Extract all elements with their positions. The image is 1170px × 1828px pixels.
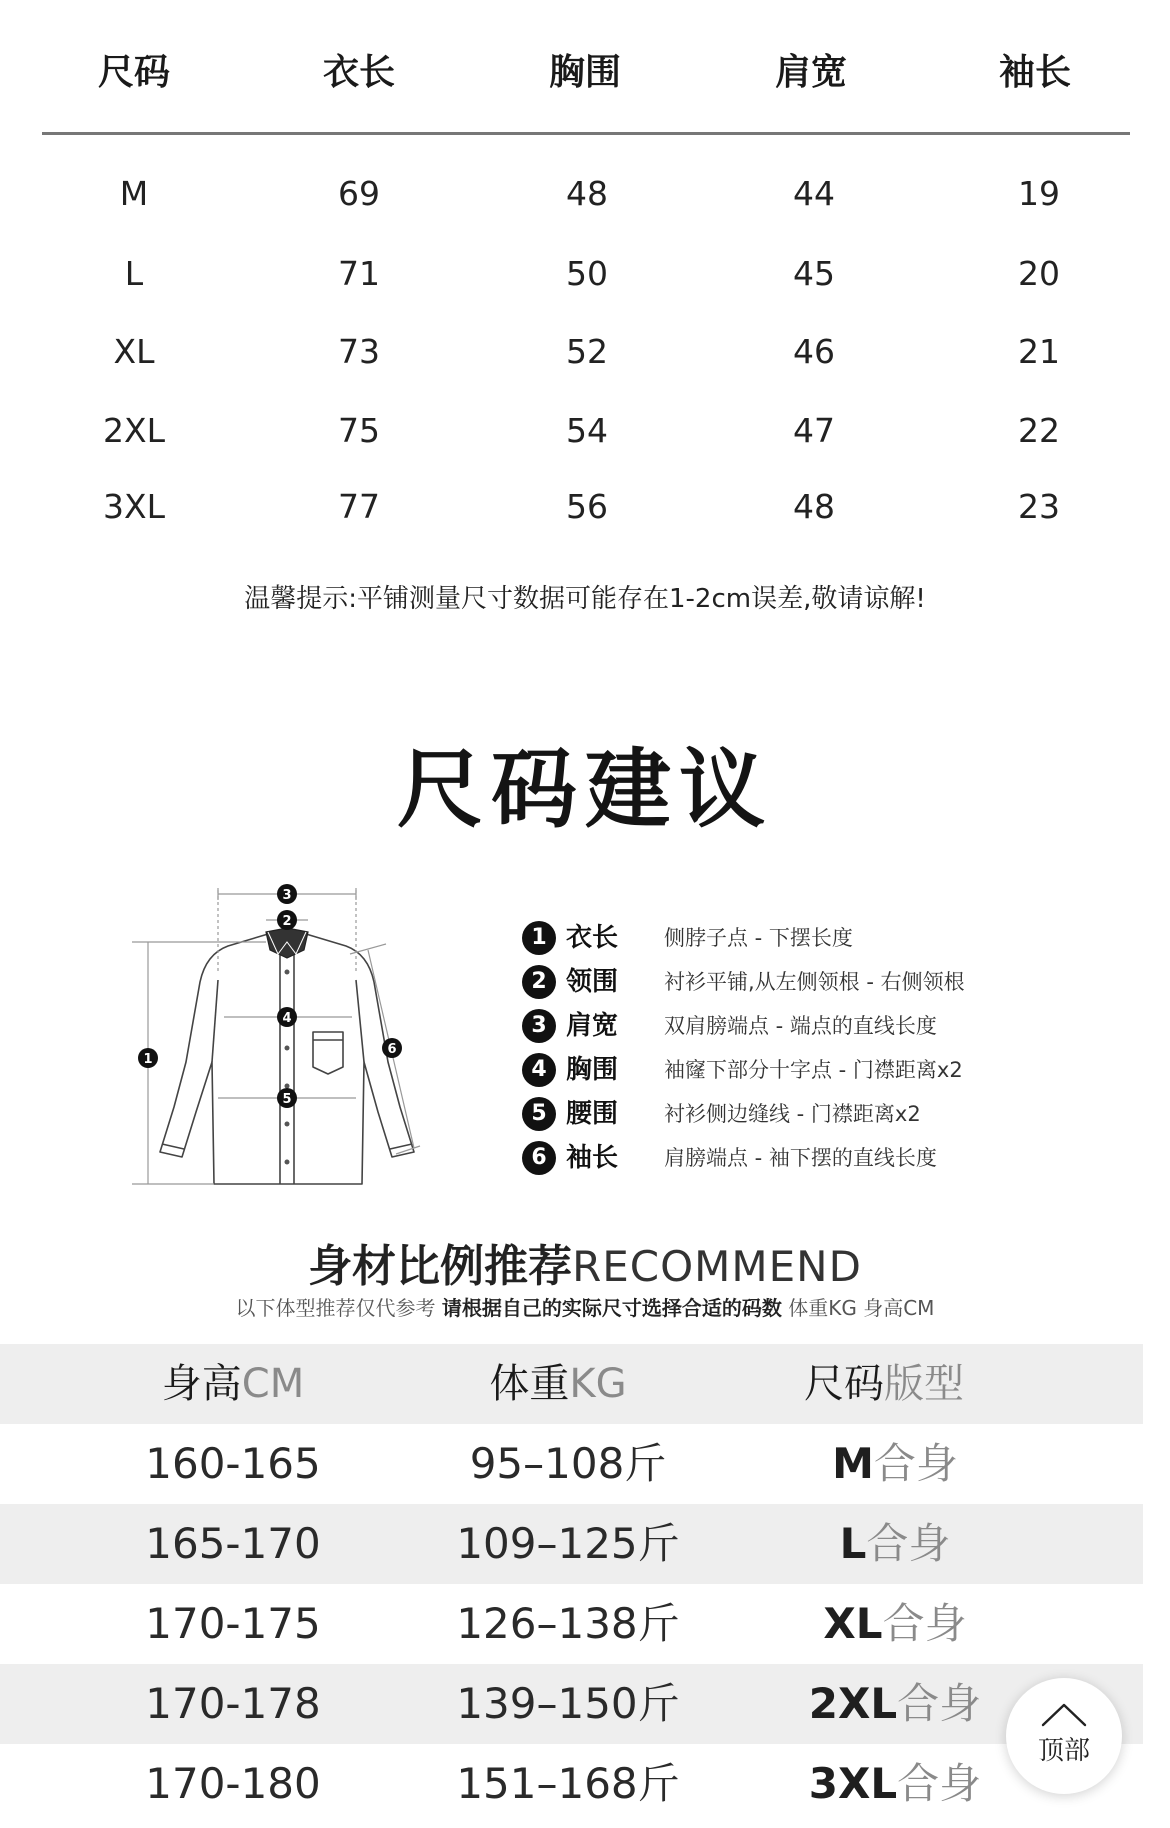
fit-type: 合身 — [897, 1679, 982, 1728]
legend-number: 1 — [522, 921, 556, 955]
legend-name: 腰围 — [566, 1099, 619, 1129]
legend-name: 衣长 — [566, 923, 619, 953]
cell-fit — [725, 1424, 1065, 1504]
cell-size: L — [124, 254, 144, 293]
fit-type: 合身 — [897, 1759, 982, 1808]
section-title-advice: 尺码建议 — [397, 740, 773, 840]
header-sleeve: 袖长 — [998, 52, 1071, 93]
legend-desc: 袖窿下部分十字点 - 门襟距离x2 — [664, 1058, 963, 1082]
legend-number: 3 — [522, 1009, 556, 1043]
shirt-measurement-diagram — [120, 862, 450, 1192]
cell-shoulder: 45 — [793, 254, 835, 293]
recommend-title-en: RECOMMEND — [572, 1242, 862, 1291]
legend-desc: 衬衫平铺,从左侧领根 - 右侧领根 — [664, 970, 965, 994]
fit-size: XL — [823, 1599, 883, 1648]
fit-type: 合身 — [873, 1439, 958, 1488]
cell-weight: 139–150斤 — [456, 1679, 680, 1728]
legend-item-collar — [522, 962, 1042, 1002]
header-size — [714, 1344, 1054, 1424]
recommend-subtitle-pre: 以下体型推荐仅代参考 — [235, 1296, 442, 1320]
legend-item-waist — [522, 1094, 1042, 1134]
cell-height: 170-178 — [145, 1679, 321, 1728]
cell-size: M — [119, 174, 149, 213]
recommend-title — [0, 1230, 1170, 1294]
fit-size: 3XL — [808, 1759, 898, 1808]
cell-sleeve: 20 — [1018, 254, 1060, 293]
cell-shoulder: 44 — [793, 174, 835, 213]
cell-weight: 109–125斤 — [456, 1519, 680, 1568]
svg-text:5: 5 — [282, 1092, 292, 1107]
cell-weight: 95–108斤 — [469, 1439, 667, 1488]
cell-fit — [725, 1584, 1065, 1664]
recommend-table-header — [0, 1344, 1143, 1424]
cell-length: 77 — [338, 487, 380, 526]
svg-text:2: 2 — [282, 914, 292, 929]
legend-desc: 肩膀端点 - 袖下摆的直线长度 — [664, 1146, 937, 1170]
header-weight — [388, 1344, 728, 1424]
recommend-subtitle — [0, 1292, 1170, 1321]
fit-size: M — [832, 1439, 874, 1488]
cell-length: 75 — [338, 411, 380, 450]
cell-sleeve: 22 — [1018, 411, 1060, 450]
fit-type: 合身 — [882, 1599, 967, 1648]
fit-size: 2XL — [808, 1679, 898, 1728]
cell-fit — [725, 1504, 1065, 1584]
cell-weight: 126–138斤 — [456, 1599, 680, 1648]
cell-sleeve: 19 — [1018, 174, 1060, 213]
table-row — [0, 322, 1170, 382]
cell-length: 73 — [338, 332, 380, 371]
cell-weight: 151–168斤 — [456, 1759, 680, 1808]
cell-length: 71 — [338, 254, 380, 293]
header-height — [63, 1344, 403, 1424]
cell-size: XL — [113, 332, 155, 371]
table-row — [0, 1504, 1143, 1584]
table-row — [0, 1664, 1143, 1744]
svg-text:6: 6 — [387, 1042, 397, 1057]
legend-item-shoulder — [522, 1006, 1042, 1046]
legend-number: 2 — [522, 965, 556, 999]
measurement-tip: 温馨提示:平铺测量尺寸数据可能存在1-2cm误差,敬请谅解! — [244, 584, 926, 614]
header-chest: 胸围 — [548, 52, 621, 93]
cell-shoulder: 46 — [793, 332, 835, 371]
cell-size: 3XL — [103, 487, 165, 526]
cell-shoulder: 47 — [793, 411, 835, 450]
cell-height: 170-180 — [145, 1759, 321, 1808]
svg-text:1: 1 — [143, 1052, 153, 1067]
header-height-main: 身高 — [161, 1361, 242, 1407]
back-to-top-label: 顶部 — [1037, 1736, 1090, 1766]
recommend-subtitle-post: 体重KG 身高CM — [781, 1296, 935, 1320]
header-divider — [42, 132, 1130, 135]
recommend-title-cn: 身材比例推荐 — [308, 1241, 573, 1292]
legend-number: 6 — [522, 1141, 556, 1175]
chevron-up-icon — [1040, 1702, 1088, 1728]
back-to-top-button[interactable] — [1006, 1678, 1122, 1794]
table-row — [0, 401, 1170, 461]
cell-chest: 50 — [566, 254, 608, 293]
table-row — [0, 1584, 1143, 1664]
header-shoulder: 肩宽 — [774, 52, 847, 93]
cell-shoulder: 48 — [793, 487, 835, 526]
fit-type: 合身 — [866, 1519, 951, 1568]
cell-sleeve: 21 — [1018, 332, 1060, 371]
header-height-unit: CM — [241, 1361, 305, 1407]
legend-item-chest — [522, 1050, 1042, 1090]
svg-text:3: 3 — [282, 888, 292, 903]
legend-desc: 侧脖子点 - 下摆长度 — [664, 926, 853, 950]
table-row — [0, 244, 1170, 304]
legend-number: 4 — [522, 1053, 556, 1087]
legend-name: 肩宽 — [566, 1011, 619, 1041]
legend-item-length — [522, 918, 1042, 958]
legend-name: 袖长 — [566, 1143, 619, 1173]
fit-size: L — [839, 1519, 867, 1568]
legend-desc: 双肩膀端点 - 端点的直线长度 — [664, 1014, 937, 1038]
header-length: 衣长 — [322, 52, 395, 93]
header-weight-unit: KG — [569, 1361, 627, 1407]
legend-item-sleeve — [522, 1138, 1042, 1178]
cell-height: 160-165 — [145, 1439, 321, 1488]
recommend-subtitle-bold: 请根据自己的实际尺寸选择合适的码数 — [441, 1296, 782, 1320]
cell-height: 170-175 — [145, 1599, 321, 1648]
table-row — [0, 477, 1170, 537]
legend-number: 5 — [522, 1097, 556, 1131]
cell-sleeve: 23 — [1018, 487, 1060, 526]
header-size-main: 尺码 — [804, 1361, 884, 1407]
cell-chest: 48 — [566, 174, 608, 213]
cell-chest: 52 — [566, 332, 608, 371]
size-table-header — [0, 43, 1170, 103]
legend-name: 胸围 — [566, 1055, 619, 1085]
table-row — [0, 1744, 1143, 1824]
cell-chest: 56 — [566, 487, 608, 526]
header-weight-main: 体重 — [489, 1361, 570, 1407]
cell-chest: 54 — [566, 411, 608, 450]
cell-length: 69 — [338, 174, 380, 213]
cell-height: 165-170 — [145, 1519, 321, 1568]
legend-name: 领围 — [566, 967, 619, 997]
header-size: 尺码 — [97, 52, 170, 93]
legend-desc: 衬衫侧边缝线 - 门襟距离x2 — [664, 1102, 921, 1126]
cell-size: 2XL — [103, 411, 165, 450]
table-row — [0, 1424, 1143, 1504]
header-size-unit: 版型 — [884, 1361, 964, 1407]
svg-text:4: 4 — [282, 1011, 292, 1026]
table-row — [0, 164, 1170, 224]
